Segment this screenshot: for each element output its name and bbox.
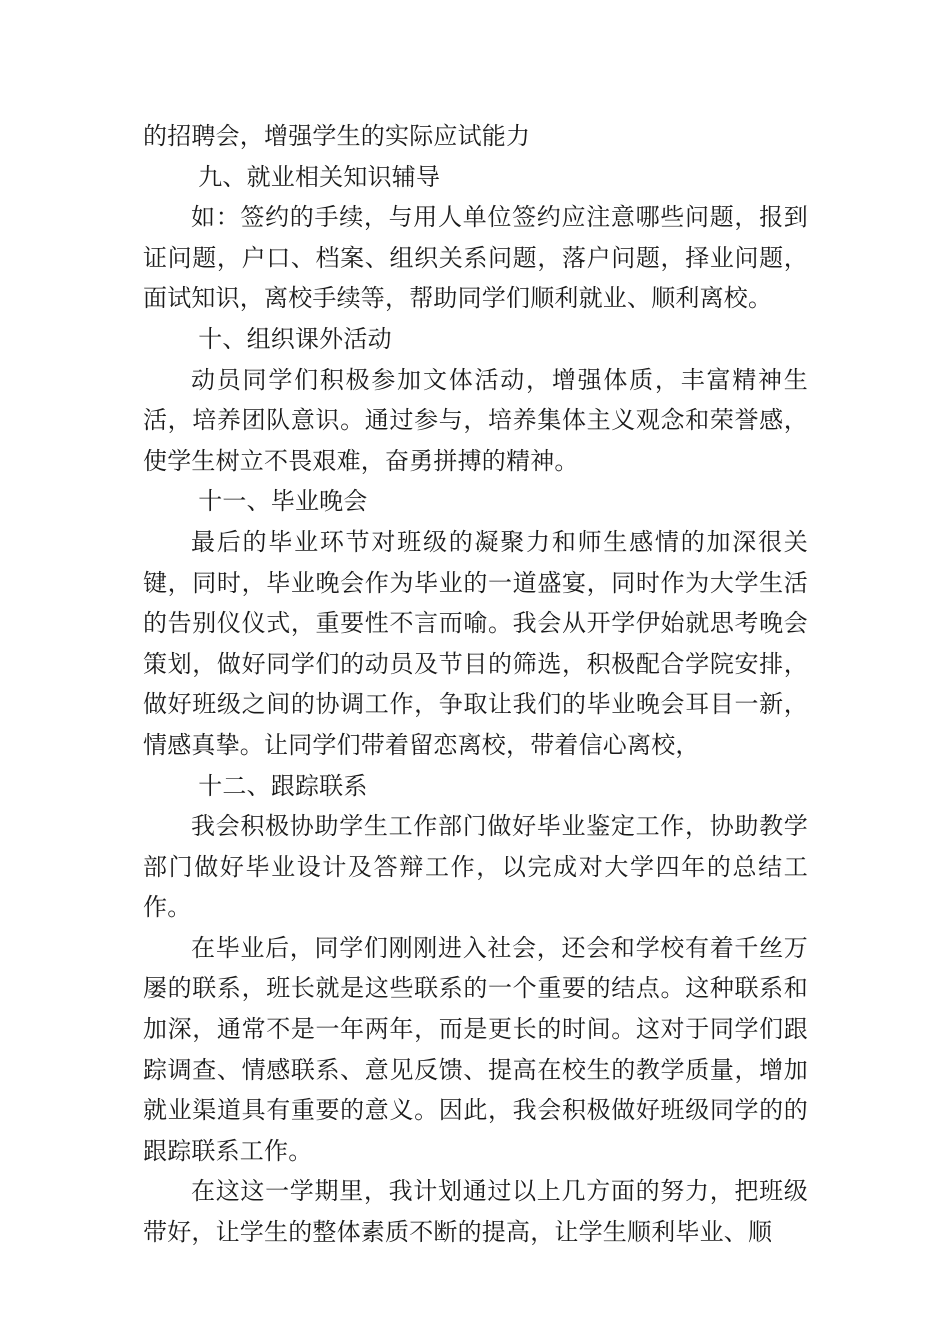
section-heading-nine: 九、就业相关知识辅导 bbox=[198, 162, 441, 191]
section-heading-eleven: 十一、毕业晚会 bbox=[198, 487, 368, 516]
paragraph-extracurricular: 动员同学们积极参加文体活动，增强体质，丰富精神生活，培养团队意识。通过参与，培养集体主义观念和荣誉感，使学生树立不畏艰难，奋勇拼搏的精神。 bbox=[143, 365, 808, 475]
paragraph-continuation: 的招聘会，增强学生的实际应试能力 bbox=[143, 122, 531, 150]
document-body bbox=[143, 116, 808, 1253]
section-heading-twelve: 十二、跟踪联系 bbox=[198, 771, 368, 800]
paragraph-semester-plan: 在这这一学期里，我计划通过以上几方面的努力，把班级带好，让学生的整体素质不断的提高，让学生顺利毕业、顺 bbox=[143, 1177, 808, 1247]
section-heading-ten: 十、组织课外活动 bbox=[198, 324, 392, 353]
paragraph-after-graduation: 在毕业后，同学们刚刚进入社会，还会和学校有着千丝万屡的联系，班长就是这些联系的一个重要的结点。这种联系和加深，通常不是一年两年，而是更长的时间。这对于同学们跟踪调查、情感联系、意见反馈、提高在校生的教学质量，增加就业渠道具有重要的意义。因此，我会积极做好班级同学的的跟踪联系工作。 bbox=[143, 933, 808, 1165]
paragraph-employment-knowledge: 如：签约的手续，与用人单位签约应注意哪些问题，报到证问题，户口、档案、组织关系问题，落户问题，择业问题，面试知识，离校手续等，帮助同学们顺利就业、顺利离校。 bbox=[143, 203, 808, 313]
paragraph-follow-up-work: 我会积极协助学生工作部门做好毕业鉴定工作，协助教学部门做好毕业设计及答辩工作，以完成对大学四年的总结工作。 bbox=[143, 812, 808, 922]
paragraph-graduation-party: 最后的毕业环节对班级的凝聚力和师生感情的加深很关键，同时，毕业晚会作为毕业的一道盛宴，同时作为大学生活的告别仪仪式，重要性不言而喻。我会从开学伊始就思考晚会策划，做好同学们的动员及节目的筛选，积极配合学院安排，做好班级之间的协调工作，争取让我们的毕业晚会耳目一新，情感真挚。让同学们带着留恋离校，带着信心离校， bbox=[143, 527, 808, 759]
